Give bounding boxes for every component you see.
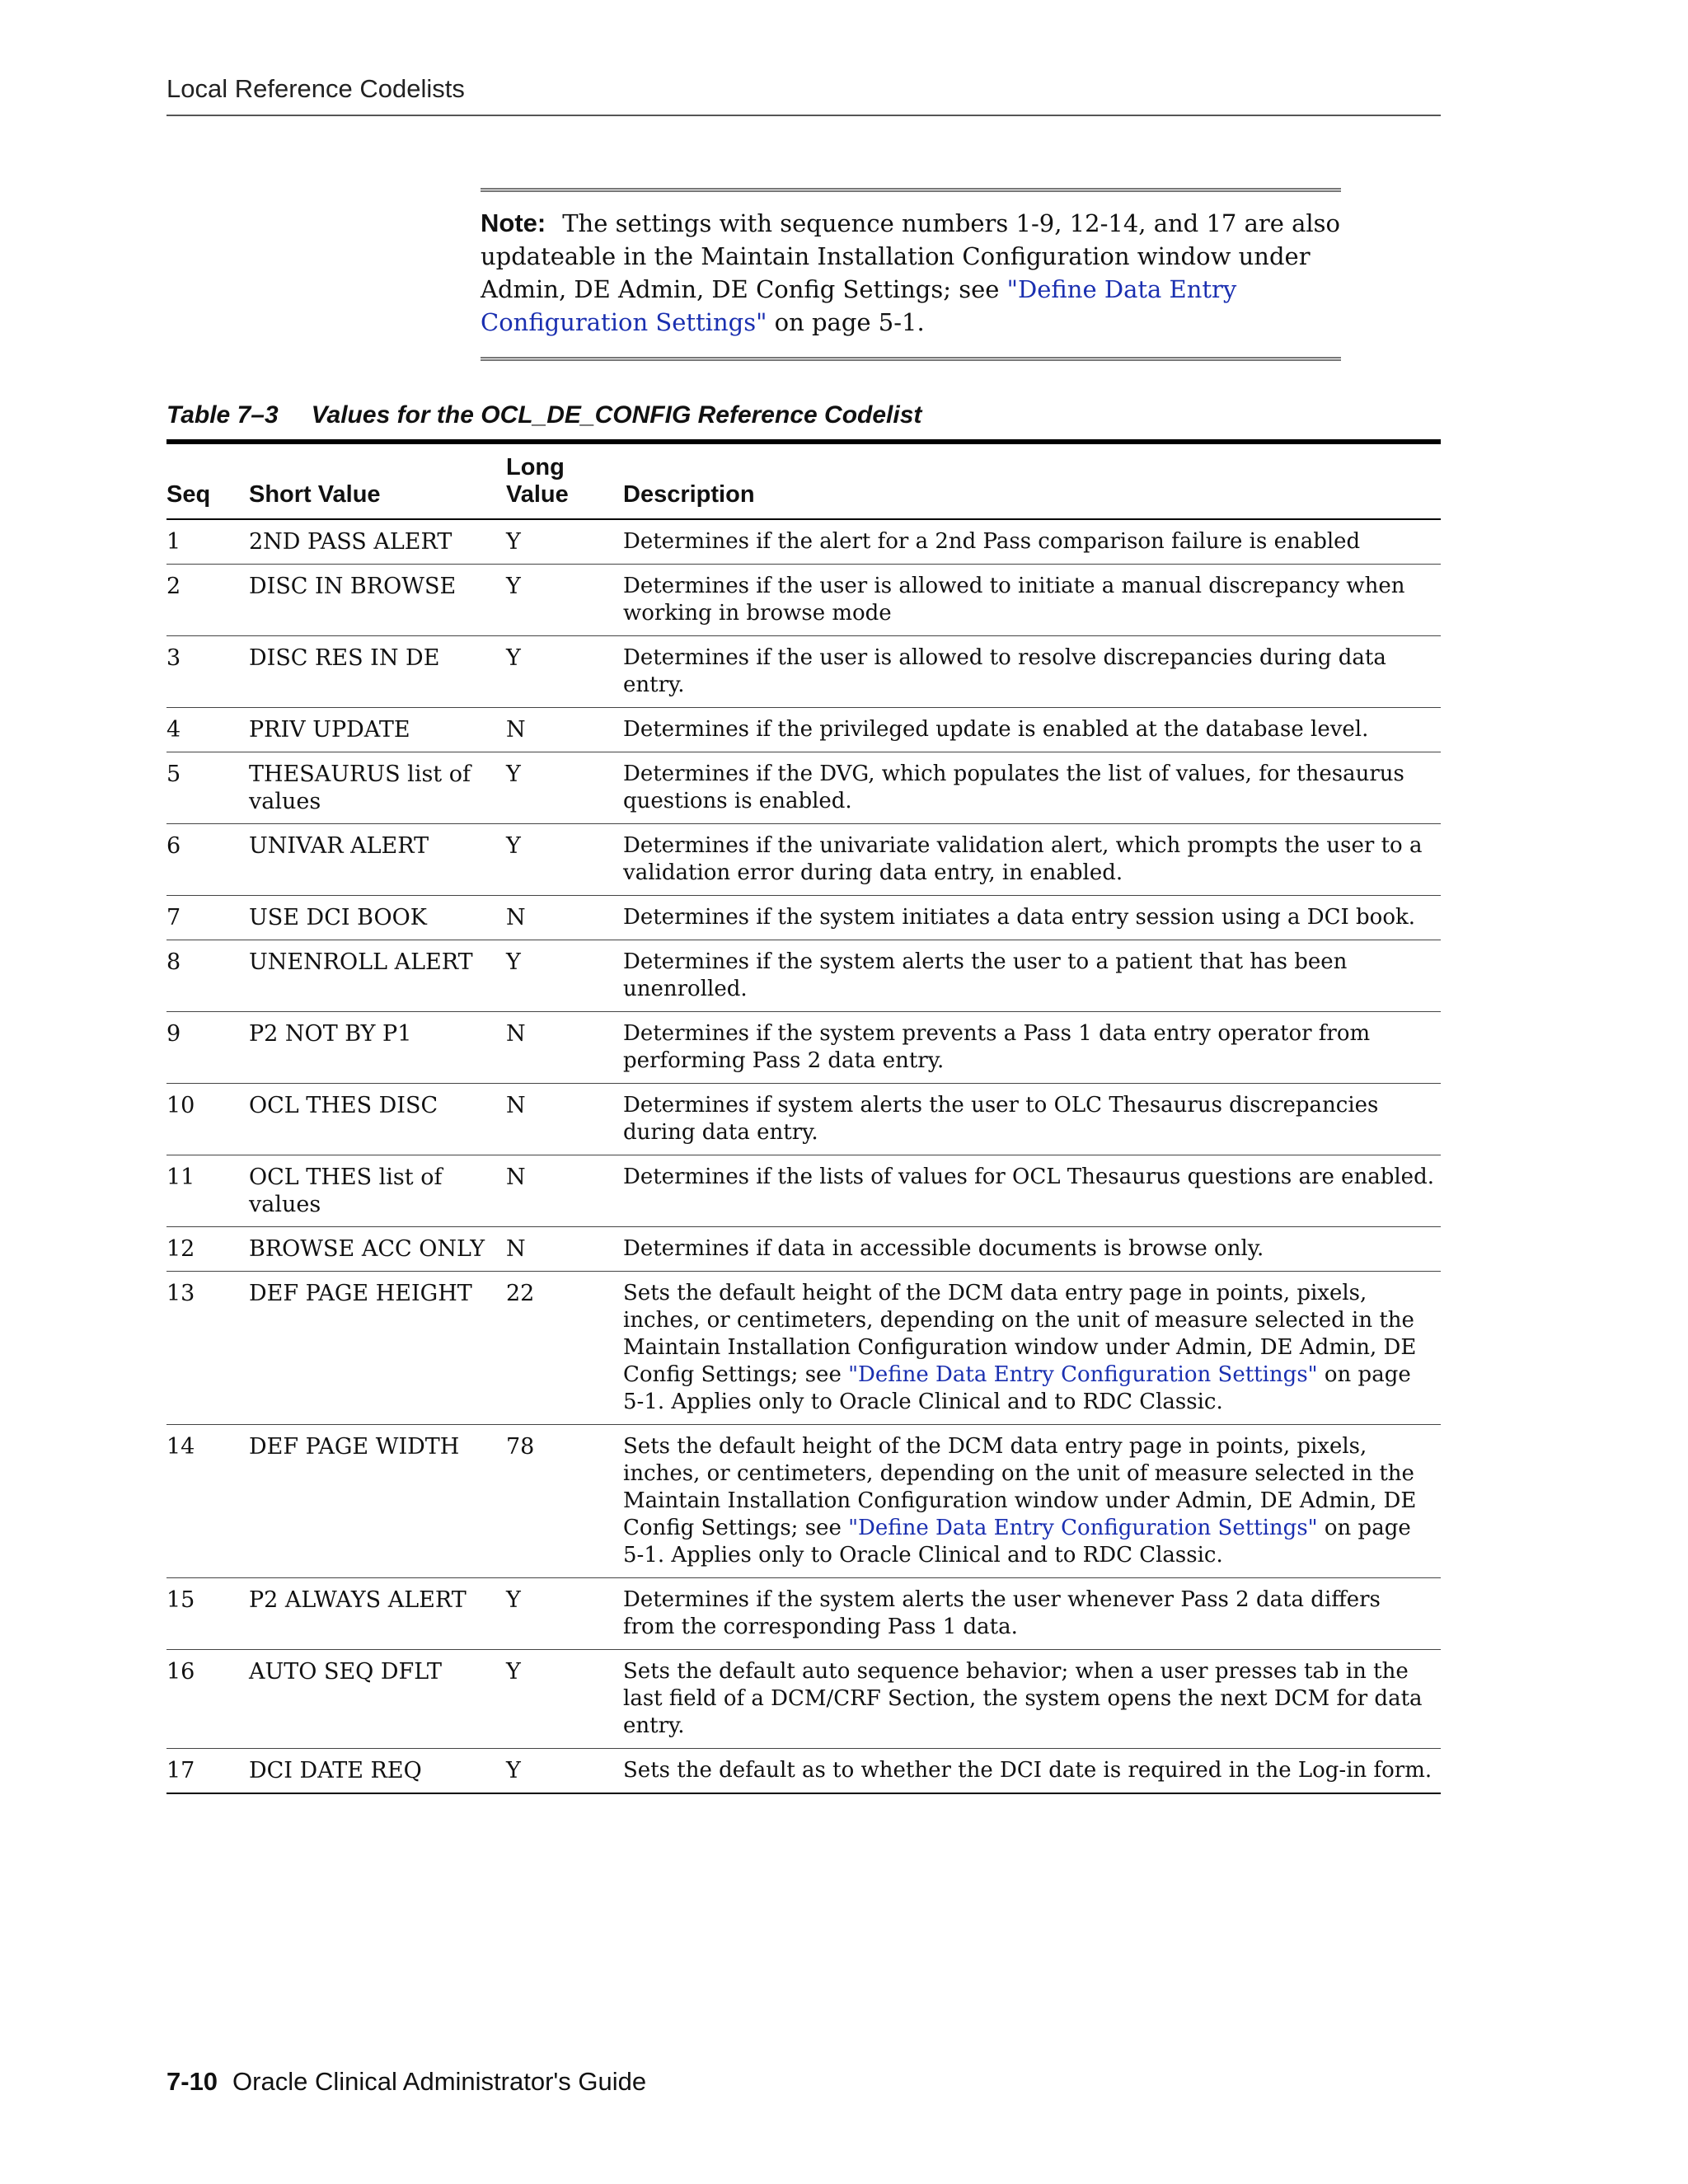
cell-description: Determines if data in accessible documents is browse only. — [623, 1227, 1441, 1272]
cell-seq: 6 — [166, 824, 249, 896]
cell-seq: 11 — [166, 1155, 249, 1227]
codelist-table — [166, 439, 1441, 1794]
cell-long-value: Y — [506, 565, 623, 636]
header-seq: Seq — [166, 442, 249, 519]
cell-long-value: Y — [506, 1650, 623, 1749]
cell-description: Determines if the system alerts the user whenever Pass 2 data differs from the corresponding Pass 1 data. — [623, 1578, 1441, 1650]
cell-seq: 16 — [166, 1650, 249, 1749]
cell-description: Determines if the system alerts the user to a patient that has been unenrolled. — [623, 940, 1441, 1012]
header-rule — [166, 115, 1441, 116]
cell-long-value: Y — [506, 752, 623, 824]
cell-long-value: N — [506, 1012, 623, 1084]
cell-short-value: UNENROLL ALERT — [249, 940, 506, 1012]
cell-description — [623, 1272, 1441, 1425]
table-row — [166, 1749, 1441, 1794]
cell-description: Determines if the univariate validation alert, which prompts the user to a validation error during data entry, in enabled. — [623, 824, 1441, 896]
cell-seq: 8 — [166, 940, 249, 1012]
description-text: Sets the default height of the DCM data entry page in points, pixels, inches, or centimeters, depending on the unit of measure selected in the Maintain Installation Configuration window under Admin, DE Admin, DE Config Settings; see — [623, 1434, 1417, 1540]
cell-seq: 1 — [166, 529, 181, 555]
cell-short-value: PRIV UPDATE — [249, 708, 506, 752]
cell-description: Determines if the privileged update is enabled at the database level. — [623, 708, 1441, 752]
cell-description: Sets the default auto sequence behavior; when a user presses tab in the last field of a DCM/CRF Section, the system opens the next DCM for data entry. — [623, 1650, 1441, 1749]
cell-seq: 12 — [166, 1227, 249, 1272]
header-long-line2: Value — [506, 481, 569, 508]
table-caption-number: Table 7–3 — [166, 401, 279, 429]
note-link[interactable]: "Define Data Entry Configuration Settings" — [481, 275, 1237, 336]
cell-short-value: DISC IN BROWSE — [249, 565, 506, 636]
table-row — [166, 1578, 1441, 1650]
table-row — [166, 519, 1441, 565]
note-text: The settings with sequence numbers 1-9, 12-14, and 17 are also updateable in the Maintain Installation Configuration window under Admin, DE Admin, DE Config Settings; see — [481, 209, 1341, 303]
cell-short-value: DCI DATE REQ — [249, 1749, 506, 1794]
note-box — [481, 188, 1341, 361]
cell-description: Determines if the DVG, which populates the list of values, for thesaurus questions is enabled. — [623, 752, 1441, 824]
cell-description: Determines if the alert for a 2nd Pass comparison failure is enabled — [623, 529, 1361, 554]
table-row — [166, 940, 1441, 1012]
cell-long-value: Y — [506, 940, 623, 1012]
table-row — [166, 1650, 1441, 1749]
cell-long-value: Y — [506, 1578, 623, 1650]
description-text-after: on page 5-1. Applies only to Oracle Clinical and to RDC Classic. — [623, 1516, 1411, 1568]
cell-short-value: UNIVAR ALERT — [249, 824, 506, 896]
footer-book-title: Oracle Clinical Administrator's Guide — [232, 2067, 647, 2096]
cell-short-value: 2ND PASS ALERT — [249, 529, 452, 555]
cell-description — [623, 1425, 1441, 1578]
cell-seq: 4 — [166, 708, 249, 752]
cell-description: Determines if the system prevents a Pass 1 data entry operator from performing Pass 2 data entry. — [623, 1012, 1441, 1084]
table-row — [166, 636, 1441, 708]
cell-short-value: P2 NOT BY P1 — [249, 1012, 506, 1084]
cell-seq: 9 — [166, 1012, 249, 1084]
cell-seq: 2 — [166, 565, 249, 636]
cell-long-value: Y — [506, 636, 623, 708]
cell-long-value: N — [506, 1227, 623, 1272]
header-long-line1: Long — [506, 454, 565, 480]
description-link[interactable]: "Define Data Entry Configuration Settings" — [848, 1362, 1318, 1387]
table-row — [166, 1084, 1441, 1155]
note-label: Note: — [481, 209, 546, 237]
description-text-after: on page 5-1. Applies only to Oracle Clinical and to RDC Classic. — [623, 1362, 1411, 1414]
cell-description: Determines if the user is allowed to resolve discrepancies during data entry. — [623, 636, 1441, 708]
cell-short-value: DEF PAGE WIDTH — [249, 1425, 506, 1578]
cell-long-value: N — [506, 896, 623, 940]
cell-short-value: THESAURUS list of values — [249, 752, 506, 824]
header-description: Description — [623, 442, 1441, 519]
cell-seq: 17 — [166, 1749, 249, 1794]
header-short-value: Short Value — [249, 442, 506, 519]
table-row — [166, 1272, 1441, 1425]
cell-short-value: USE DCI BOOK — [249, 896, 506, 940]
table-row — [166, 1155, 1441, 1227]
cell-short-value: DEF PAGE HEIGHT — [249, 1272, 506, 1425]
table-caption — [166, 401, 921, 429]
table-row — [166, 824, 1441, 896]
cell-long-value: 22 — [506, 1272, 623, 1425]
cell-long-value: Y — [506, 529, 521, 555]
cell-seq: 15 — [166, 1578, 249, 1650]
cell-short-value: OCL THES list of values — [249, 1155, 506, 1227]
header-long-value — [506, 442, 623, 519]
note-text-after: on page 5-1. — [767, 308, 925, 336]
table-row — [166, 1012, 1441, 1084]
table-caption-title: Values for the OCL_DE_CONFIG Reference Codelist — [311, 401, 922, 429]
cell-seq: 5 — [166, 752, 249, 824]
cell-long-value: N — [506, 1155, 623, 1227]
table-row — [166, 1227, 1441, 1272]
description-text: Sets the default height of the DCM data entry page in points, pixels, inches, or centimeters, depending on the unit of measure selected in the Maintain Installation Configuration window under Admin, DE Admin, DE Config Settings; see — [623, 1281, 1417, 1387]
table-row — [166, 896, 1441, 940]
cell-short-value: DISC RES IN DE — [249, 636, 506, 708]
cell-seq: 14 — [166, 1425, 249, 1578]
table-header-row — [166, 442, 1441, 519]
table-row — [166, 708, 1441, 752]
cell-description: Determines if system alerts the user to OLC Thesaurus discrepancies during data entry. — [623, 1084, 1441, 1155]
cell-description: Determines if the lists of values for OCL Thesaurus questions are enabled. — [623, 1155, 1441, 1227]
cell-long-value: 78 — [506, 1425, 623, 1578]
description-link[interactable]: "Define Data Entry Configuration Settings" — [848, 1516, 1318, 1540]
cell-short-value: AUTO SEQ DFLT — [249, 1650, 506, 1749]
table-body — [166, 519, 1441, 1793]
footer-page-number: 7-10 — [166, 2067, 218, 2096]
cell-description: Determines if the system initiates a data entry session using a DCI book. — [623, 896, 1441, 940]
table-row — [166, 1425, 1441, 1578]
table-row — [166, 752, 1441, 824]
cell-short-value: OCL THES DISC — [249, 1084, 506, 1155]
table-row — [166, 565, 1441, 636]
page-footer — [166, 2067, 646, 2097]
cell-description: Determines if the user is allowed to initiate a manual discrepancy when working in browse mode — [623, 565, 1441, 636]
cell-description: Sets the default as to whether the DCI date is required in the Log-in form. — [623, 1749, 1441, 1794]
cell-seq: 10 — [166, 1084, 249, 1155]
cell-seq: 7 — [166, 896, 249, 940]
cell-long-value: Y — [506, 824, 623, 896]
running-header: Local Reference Codelists — [166, 74, 465, 103]
cell-seq: 13 — [166, 1272, 249, 1425]
cell-short-value: BROWSE ACC ONLY — [249, 1227, 506, 1272]
cell-long-value: N — [506, 708, 623, 752]
cell-long-value: N — [506, 1084, 623, 1155]
cell-seq: 3 — [166, 636, 249, 708]
cell-short-value: P2 ALWAYS ALERT — [249, 1578, 506, 1650]
cell-long-value: Y — [506, 1749, 623, 1794]
